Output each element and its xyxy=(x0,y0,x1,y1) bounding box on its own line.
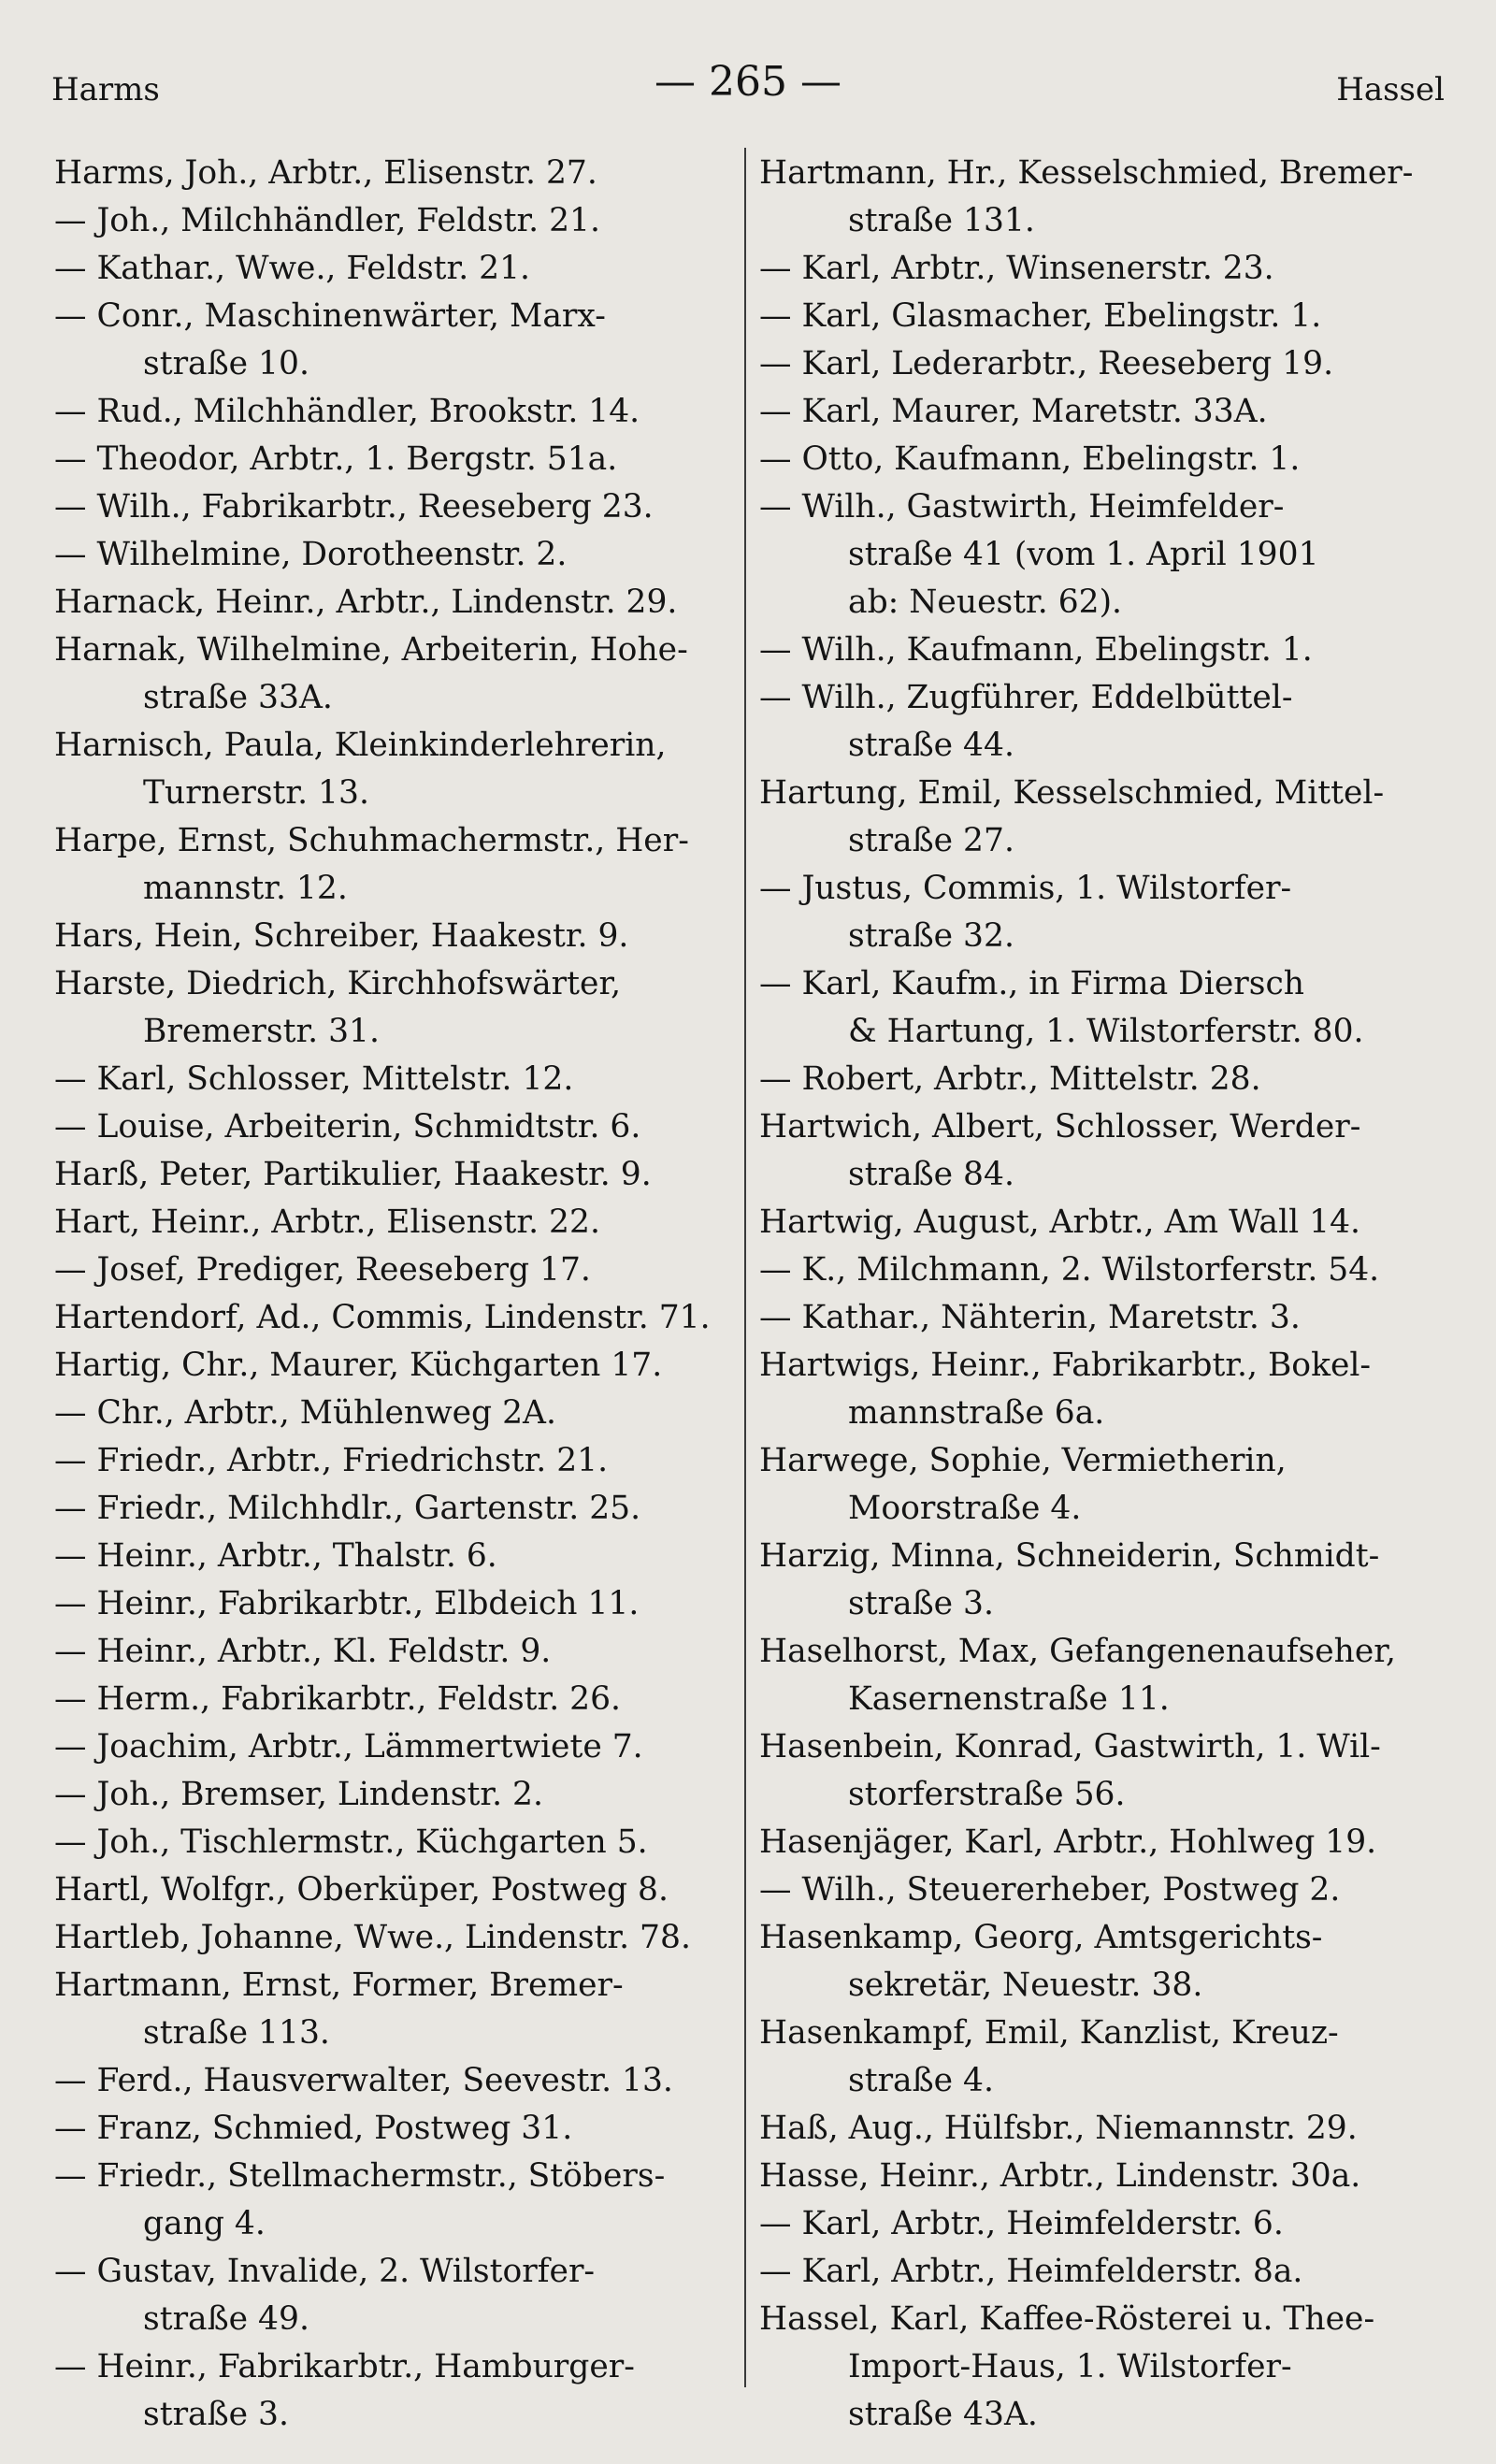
directory-entry-line: Harnak, Wilhelmine, Arbeiterin, Hohe- xyxy=(54,631,688,669)
directory-entry-line: — Friedr., Milchhdlr., Gartenstr. 25. xyxy=(54,1490,641,1527)
directory-entry-line: — Karl, Lederarbtr., Reeseberg 19. xyxy=(759,345,1334,382)
directory-entry-line: — Karl, Arbtr., Winsenerstr. 23. xyxy=(759,250,1274,287)
directory-entry-line: Harwege, Sophie, Vermietherin, xyxy=(759,1442,1287,1479)
directory-entry-line: — Wilh., Steuererheber, Postweg 2. xyxy=(759,1871,1341,1909)
directory-entry-line: — Joh., Milchhändler, Feldstr. 21. xyxy=(54,202,600,239)
directory-entry-line: — Friedr., Stellmachermstr., Stöbers- xyxy=(54,2157,666,2195)
directory-entry-line: — K., Milchmann, 2. Wilstorferstr. 54. xyxy=(759,1251,1380,1289)
directory-entry-line: — Wilh., Fabrikarbtr., Reeseberg 23. xyxy=(54,488,654,526)
directory-entry-line: — Wilh., Gastwirth, Heimfelder- xyxy=(759,488,1285,526)
directory-entry-line: Hasenkamp, Georg, Amtsgerichts- xyxy=(759,1919,1323,1956)
directory-entry-line: Hartwig, August, Arbtr., Am Wall 14. xyxy=(759,1203,1361,1241)
entry-continuation-line: Moorstraße 4. xyxy=(848,1490,1082,1527)
directory-entry-line: — Wilhelmine, Dorotheenstr. 2. xyxy=(54,536,568,573)
entry-continuation-line: straße 4. xyxy=(848,2062,994,2099)
directory-entry-line: Harzig, Minna, Schneiderin, Schmidt- xyxy=(759,1537,1380,1575)
directory-entry-line: — Robert, Arbtr., Mittelstr. 28. xyxy=(759,1060,1261,1098)
directory-entry-line: — Justus, Commis, 1. Wilstorfer- xyxy=(759,870,1292,907)
entry-continuation-line: straße 43A. xyxy=(848,2396,1038,2433)
entry-continuation-line: straße 44. xyxy=(848,727,1014,764)
directory-entry-line: — Friedr., Arbtr., Friedrichstr. 21. xyxy=(54,1442,609,1479)
entry-continuation-line: Kasernenstraße 11. xyxy=(848,1680,1170,1718)
directory-entry-line: Hartleb, Johanne, Wwe., Lindenstr. 78. xyxy=(54,1919,691,1956)
entry-continuation-line: mannstr. 12. xyxy=(143,870,348,907)
directory-entry-line: — Karl, Kaufm., in Firma Diersch xyxy=(759,965,1304,1002)
directory-entry-line: — Herm., Fabrikarbtr., Feldstr. 26. xyxy=(54,1680,622,1718)
directory-entry-line: — Gustav, Invalide, 2. Wilstorfer- xyxy=(54,2253,596,2290)
directory-entry-line: Hasse, Heinr., Arbtr., Lindenstr. 30a. xyxy=(759,2157,1361,2195)
directory-entry-line: Hartwich, Albert, Schlosser, Werder- xyxy=(759,1108,1361,1146)
directory-entry-line: — Josef, Prediger, Reeseberg 17. xyxy=(54,1251,591,1289)
directory-entry-line: Harpe, Ernst, Schuhmachermstr., Her- xyxy=(54,822,689,859)
left-column xyxy=(54,150,732,2439)
directory-entry-line: — Karl, Maurer, Maretstr. 33A. xyxy=(759,393,1268,430)
directory-entry-line: Hars, Hein, Schreiber, Haakestr. 9. xyxy=(54,917,629,955)
directory-entry-line: Hartendorf, Ad., Commis, Lindenstr. 71. xyxy=(54,1299,711,1336)
directory-entry-line: — Kathar., Nähterin, Maretstr. 3. xyxy=(759,1299,1301,1336)
directory-entry-line: — Chr., Arbtr., Mühlenweg 2A. xyxy=(54,1394,556,1432)
directory-entry-line: — Louise, Arbeiterin, Schmidtstr. 6. xyxy=(54,1108,641,1146)
directory-entry-line: Hartig, Chr., Maurer, Küchgarten 17. xyxy=(54,1347,663,1384)
directory-entry-line: — Karl, Arbtr., Heimfelderstr. 6. xyxy=(759,2205,1284,2242)
directory-entry-line: Hassel, Karl, Kaffee-Rösterei u. Thee- xyxy=(759,2300,1375,2338)
entry-continuation-line: mannstraße 6a. xyxy=(848,1394,1105,1432)
entry-continuation-line: Import-Haus, 1. Wilstorfer- xyxy=(848,2348,1292,2385)
column-divider xyxy=(744,148,746,2387)
entry-continuation-line: Turnerstr. 13. xyxy=(143,774,369,812)
entry-continuation-line: gang 4. xyxy=(143,2205,266,2242)
directory-entry-line: Hartmann, Hr., Kesselschmied, Bremer- xyxy=(759,154,1414,192)
entry-continuation-line: straße 113. xyxy=(143,2014,330,2052)
entry-continuation-line: storferstraße 56. xyxy=(848,1776,1126,1813)
running-head-right: Hassel xyxy=(1336,71,1445,108)
directory-entry-line: Harnisch, Paula, Kleinkinderlehrerin, xyxy=(54,727,667,764)
entry-continuation-line: straße 84. xyxy=(848,1156,1014,1193)
entry-continuation-line: ab: Neuestr. 62). xyxy=(848,584,1123,621)
directory-entry-line: — Karl, Schlosser, Mittelstr. 12. xyxy=(54,1060,574,1098)
directory-entry-line: — Heinr., Fabrikarbtr., Elbdeich 11. xyxy=(54,1585,640,1622)
entry-continuation-line: straße 131. xyxy=(848,202,1035,239)
directory-entry-line: Hasenjäger, Karl, Arbtr., Hohlweg 19. xyxy=(759,1823,1377,1861)
directory-entry-line: Harms, Joh., Arbtr., Elisenstr. 27. xyxy=(54,154,597,192)
directory-entry-line: — Heinr., Arbtr., Kl. Feldstr. 9. xyxy=(54,1633,552,1670)
directory-entry-line: — Heinr., Fabrikarbtr., Hamburger- xyxy=(54,2348,635,2385)
directory-entry-line: — Otto, Kaufmann, Ebelingstr. 1. xyxy=(759,440,1301,478)
directory-entry-line: — Franz, Schmied, Postweg 31. xyxy=(54,2110,573,2147)
directory-entry-line: — Joh., Bremser, Lindenstr. 2. xyxy=(54,1776,543,1813)
entry-continuation-line: straße 10. xyxy=(143,345,309,382)
directory-entry-line: — Rud., Milchhändler, Brookstr. 14. xyxy=(54,393,640,430)
directory-entry-line: Hartl, Wolfgr., Oberküper, Postweg 8. xyxy=(54,1871,669,1909)
directory-entry-line: — Wilh., Kaufmann, Ebelingstr. 1. xyxy=(759,631,1313,669)
directory-entry-line: Harnack, Heinr., Arbtr., Lindenstr. 29. xyxy=(54,584,678,621)
directory-entry-line: — Joachim, Arbtr., Lämmertwiete 7. xyxy=(54,1728,643,1765)
directory-entry-line: — Joh., Tischlermstr., Küchgarten 5. xyxy=(54,1823,648,1861)
directory-entry-line: — Karl, Arbtr., Heimfelderstr. 8a. xyxy=(759,2253,1303,2290)
directory-entry-line: — Karl, Glasmacher, Ebelingstr. 1. xyxy=(759,297,1322,335)
directory-entry-line: — Wilh., Zugführer, Eddelbüttel- xyxy=(759,679,1293,716)
entry-continuation-line: straße 3. xyxy=(143,2396,289,2433)
directory-entry-line: Hasenbein, Konrad, Gastwirth, 1. Wil- xyxy=(759,1728,1381,1765)
directory-entry-line: Hart, Heinr., Arbtr., Elisenstr. 22. xyxy=(54,1203,600,1241)
directory-entry-line: — Heinr., Arbtr., Thalstr. 6. xyxy=(54,1537,497,1575)
directory-entry-line: Harste, Diedrich, Kirchhofswärter, xyxy=(54,965,622,1002)
directory-entry-line: Hartmann, Ernst, Former, Bremer- xyxy=(54,1967,624,2004)
directory-entry-line: — Theodor, Arbtr., 1. Bergstr. 51a. xyxy=(54,440,618,478)
directory-entry-line: Harß, Peter, Partikulier, Haakestr. 9. xyxy=(54,1156,652,1193)
directory-entry-line: — Conr., Maschinenwärter, Marx- xyxy=(54,297,606,335)
entry-continuation-line: sekretär, Neuestr. 38. xyxy=(848,1967,1203,2004)
running-head-left: Harms xyxy=(51,71,160,108)
directory-entry-line: Haß, Aug., Hülfsbr., Niemannstr. 29. xyxy=(759,2110,1358,2147)
entry-continuation-line: straße 49. xyxy=(143,2300,309,2338)
entry-continuation-line: straße 3. xyxy=(848,1585,994,1622)
entry-continuation-line: straße 27. xyxy=(848,822,1014,859)
right-column xyxy=(759,150,1451,2439)
entry-continuation-line: straße 41 (vom 1. April 1901 xyxy=(848,536,1319,573)
entry-continuation-line: straße 32. xyxy=(848,917,1014,955)
page-header xyxy=(51,54,1445,110)
directory-entry-line: Hasenkampf, Emil, Kanzlist, Kreuz- xyxy=(759,2014,1339,2052)
entry-continuation-line: & Hartung, 1. Wilstorferstr. 80. xyxy=(848,1013,1364,1050)
page-number: — 265 — xyxy=(654,58,842,106)
directory-entry-line: Hartwigs, Heinr., Fabrikarbtr., Bokel- xyxy=(759,1347,1372,1384)
entry-continuation-line: Bremerstr. 31. xyxy=(143,1013,380,1050)
directory-entry-line: Hartung, Emil, Kesselschmied, Mittel- xyxy=(759,774,1385,812)
directory-entry-line: — Ferd., Hausverwalter, Seevestr. 13. xyxy=(54,2062,673,2099)
directory-entry-line: Haselhorst, Max, Gefangenenaufseher, xyxy=(759,1633,1396,1670)
directory-entry-line: — Kathar., Wwe., Feldstr. 21. xyxy=(54,250,531,287)
entry-continuation-line: straße 33A. xyxy=(143,679,333,716)
